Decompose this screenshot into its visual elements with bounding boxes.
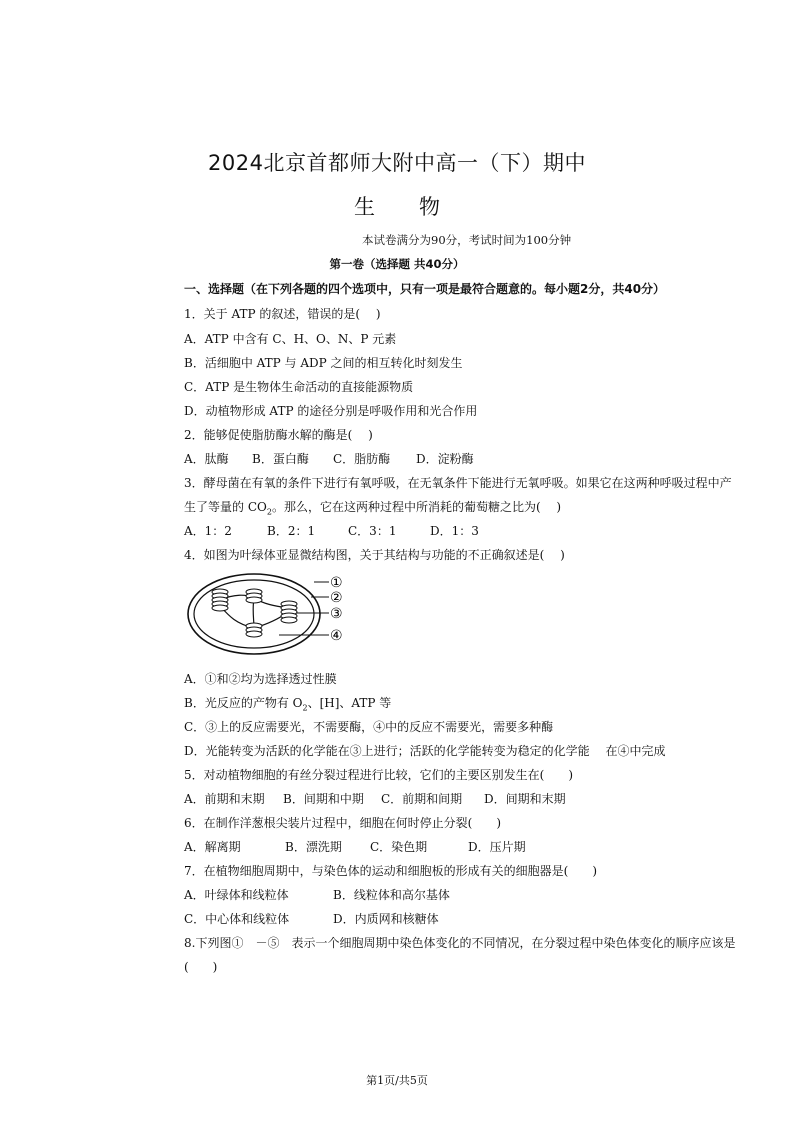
q5-option-c: C．前期和间期 bbox=[381, 792, 463, 806]
page-footer: 第1页/共5页 bbox=[366, 1074, 428, 1087]
label-4: ④ bbox=[330, 628, 343, 644]
q8-stem-line2: ( ) bbox=[184, 960, 218, 974]
q4-option-a: A．①和②均为选择透过性膜 bbox=[184, 672, 337, 686]
q6-option-c: C．染色期 bbox=[370, 840, 428, 854]
q6-option-d: D．压片期 bbox=[468, 840, 526, 854]
granum-3 bbox=[281, 601, 297, 623]
outer-membrane bbox=[188, 574, 320, 654]
q2-stem: 2．能够促使脂肪酶水解的酶是( ) bbox=[184, 428, 373, 442]
volume-heading: 第一卷（选择题 共40分） bbox=[329, 257, 465, 271]
q6-option-a: A．解离期 bbox=[184, 840, 241, 854]
q7-option-a: A．叶绿体和线粒体 bbox=[184, 888, 289, 902]
q4-option-d: D．光能转变为活跃的化学能在③上进行；活跃的化学能转变为稳定的化学能 在④中完成 bbox=[184, 744, 666, 758]
q1-option-b: B．活细胞中 ATP 与 ADP 之间的相互转化时刻发生 bbox=[184, 356, 463, 370]
q5-stem: 5．对动植物细胞的有丝分裂过程进行比较，它们的主要区别发生在( ) bbox=[184, 768, 574, 782]
q3-stem-line1: 3．酵母菌在有氧的条件下进行有氧呼吸，在无氧条件下能进行无氧呼吸。如果它在这两种呼吸过程中产 bbox=[184, 476, 732, 490]
q7-stem: 7．在植物细胞周期中，与染色体的运动和细胞板的形成有关的细胞器是( ) bbox=[184, 864, 598, 878]
q2-option-b: B．蛋白酶 bbox=[252, 452, 309, 466]
q6-stem: 6．在制作洋葱根尖装片过程中，细胞在何时停止分裂( ) bbox=[184, 816, 502, 830]
q5-option-d: D．间期和末期 bbox=[484, 792, 566, 806]
granum-2 bbox=[246, 589, 262, 603]
q7-option-c: C．中心体和线粒体 bbox=[184, 912, 290, 926]
subject-title: 生物 bbox=[354, 195, 484, 219]
q7-option-d: D．内质网和核糖体 bbox=[333, 912, 439, 926]
section-heading: 一、选择题（在下列各题的四个选项中，只有一项是最符合题意的。每小题2分，共40分） bbox=[184, 282, 666, 296]
q2-option-c: C．脂肪酶 bbox=[333, 452, 391, 466]
q4-stem: 4．如图为叶绿体亚显微结构图，关于其结构与功能的不正确叙述是( ) bbox=[184, 548, 565, 562]
q8-stem-line1: 8.下列图① －⑤ 表示一个细胞周期中染色体变化的不同情况，在分裂过程中染色体变化的顺序应该是 bbox=[184, 936, 736, 950]
q2-option-d: D．淀粉酶 bbox=[416, 452, 474, 466]
granum-4 bbox=[246, 623, 262, 637]
q3-stem-line2: 生了等量的 $CO_2$。那么，它在这两种过程中所消耗的葡萄糖之比为( ) bbox=[184, 500, 562, 517]
q4-option-b: B．光反应的产物有 $O_2$、[H]、ATP 等 bbox=[184, 696, 392, 713]
q1-option-a: A．ATP 中含有 C、H、O、N、P 元素 bbox=[184, 332, 397, 346]
q3-option-c: C．3：1 bbox=[348, 524, 397, 538]
q3-option-b: B．2：1 bbox=[267, 524, 316, 538]
page-title: 2024北京首都师大附中高一（下）期中 bbox=[208, 151, 586, 175]
q1-stem: 1．关于 ATP 的叙述，错误的是( ) bbox=[184, 307, 381, 321]
q3-option-d: D．1：3 bbox=[430, 524, 479, 538]
chloroplast-figure bbox=[184, 570, 354, 662]
chloroplast-diagram bbox=[184, 570, 354, 658]
q5-option-b: B．间期和中期 bbox=[283, 792, 364, 806]
q5-option-a: A．前期和末期 bbox=[184, 792, 265, 806]
q4-option-c: C．③上的反应需要光，不需要酶，④中的反应不需要光，需要多种酶 bbox=[184, 720, 554, 734]
q1-option-d: D．动植物形成 ATP 的途径分别是呼吸作用和光合作用 bbox=[184, 404, 478, 418]
exam-note: 本试卷满分为90分，考试时间为100分钟 bbox=[362, 233, 572, 247]
q2-option-a: A．肽酶 bbox=[184, 452, 229, 466]
q1-option-c: C．ATP 是生物体生命活动的直接能源物质 bbox=[184, 380, 414, 394]
label-3: ③ bbox=[330, 606, 343, 622]
q6-option-b: B．漂洗期 bbox=[285, 840, 342, 854]
granum-1 bbox=[212, 589, 228, 611]
q7-option-b: B．线粒体和高尔基体 bbox=[333, 888, 450, 902]
label-2: ② bbox=[330, 590, 343, 606]
q3-option-a: A．1：2 bbox=[184, 524, 232, 538]
label-1: ① bbox=[330, 575, 343, 591]
